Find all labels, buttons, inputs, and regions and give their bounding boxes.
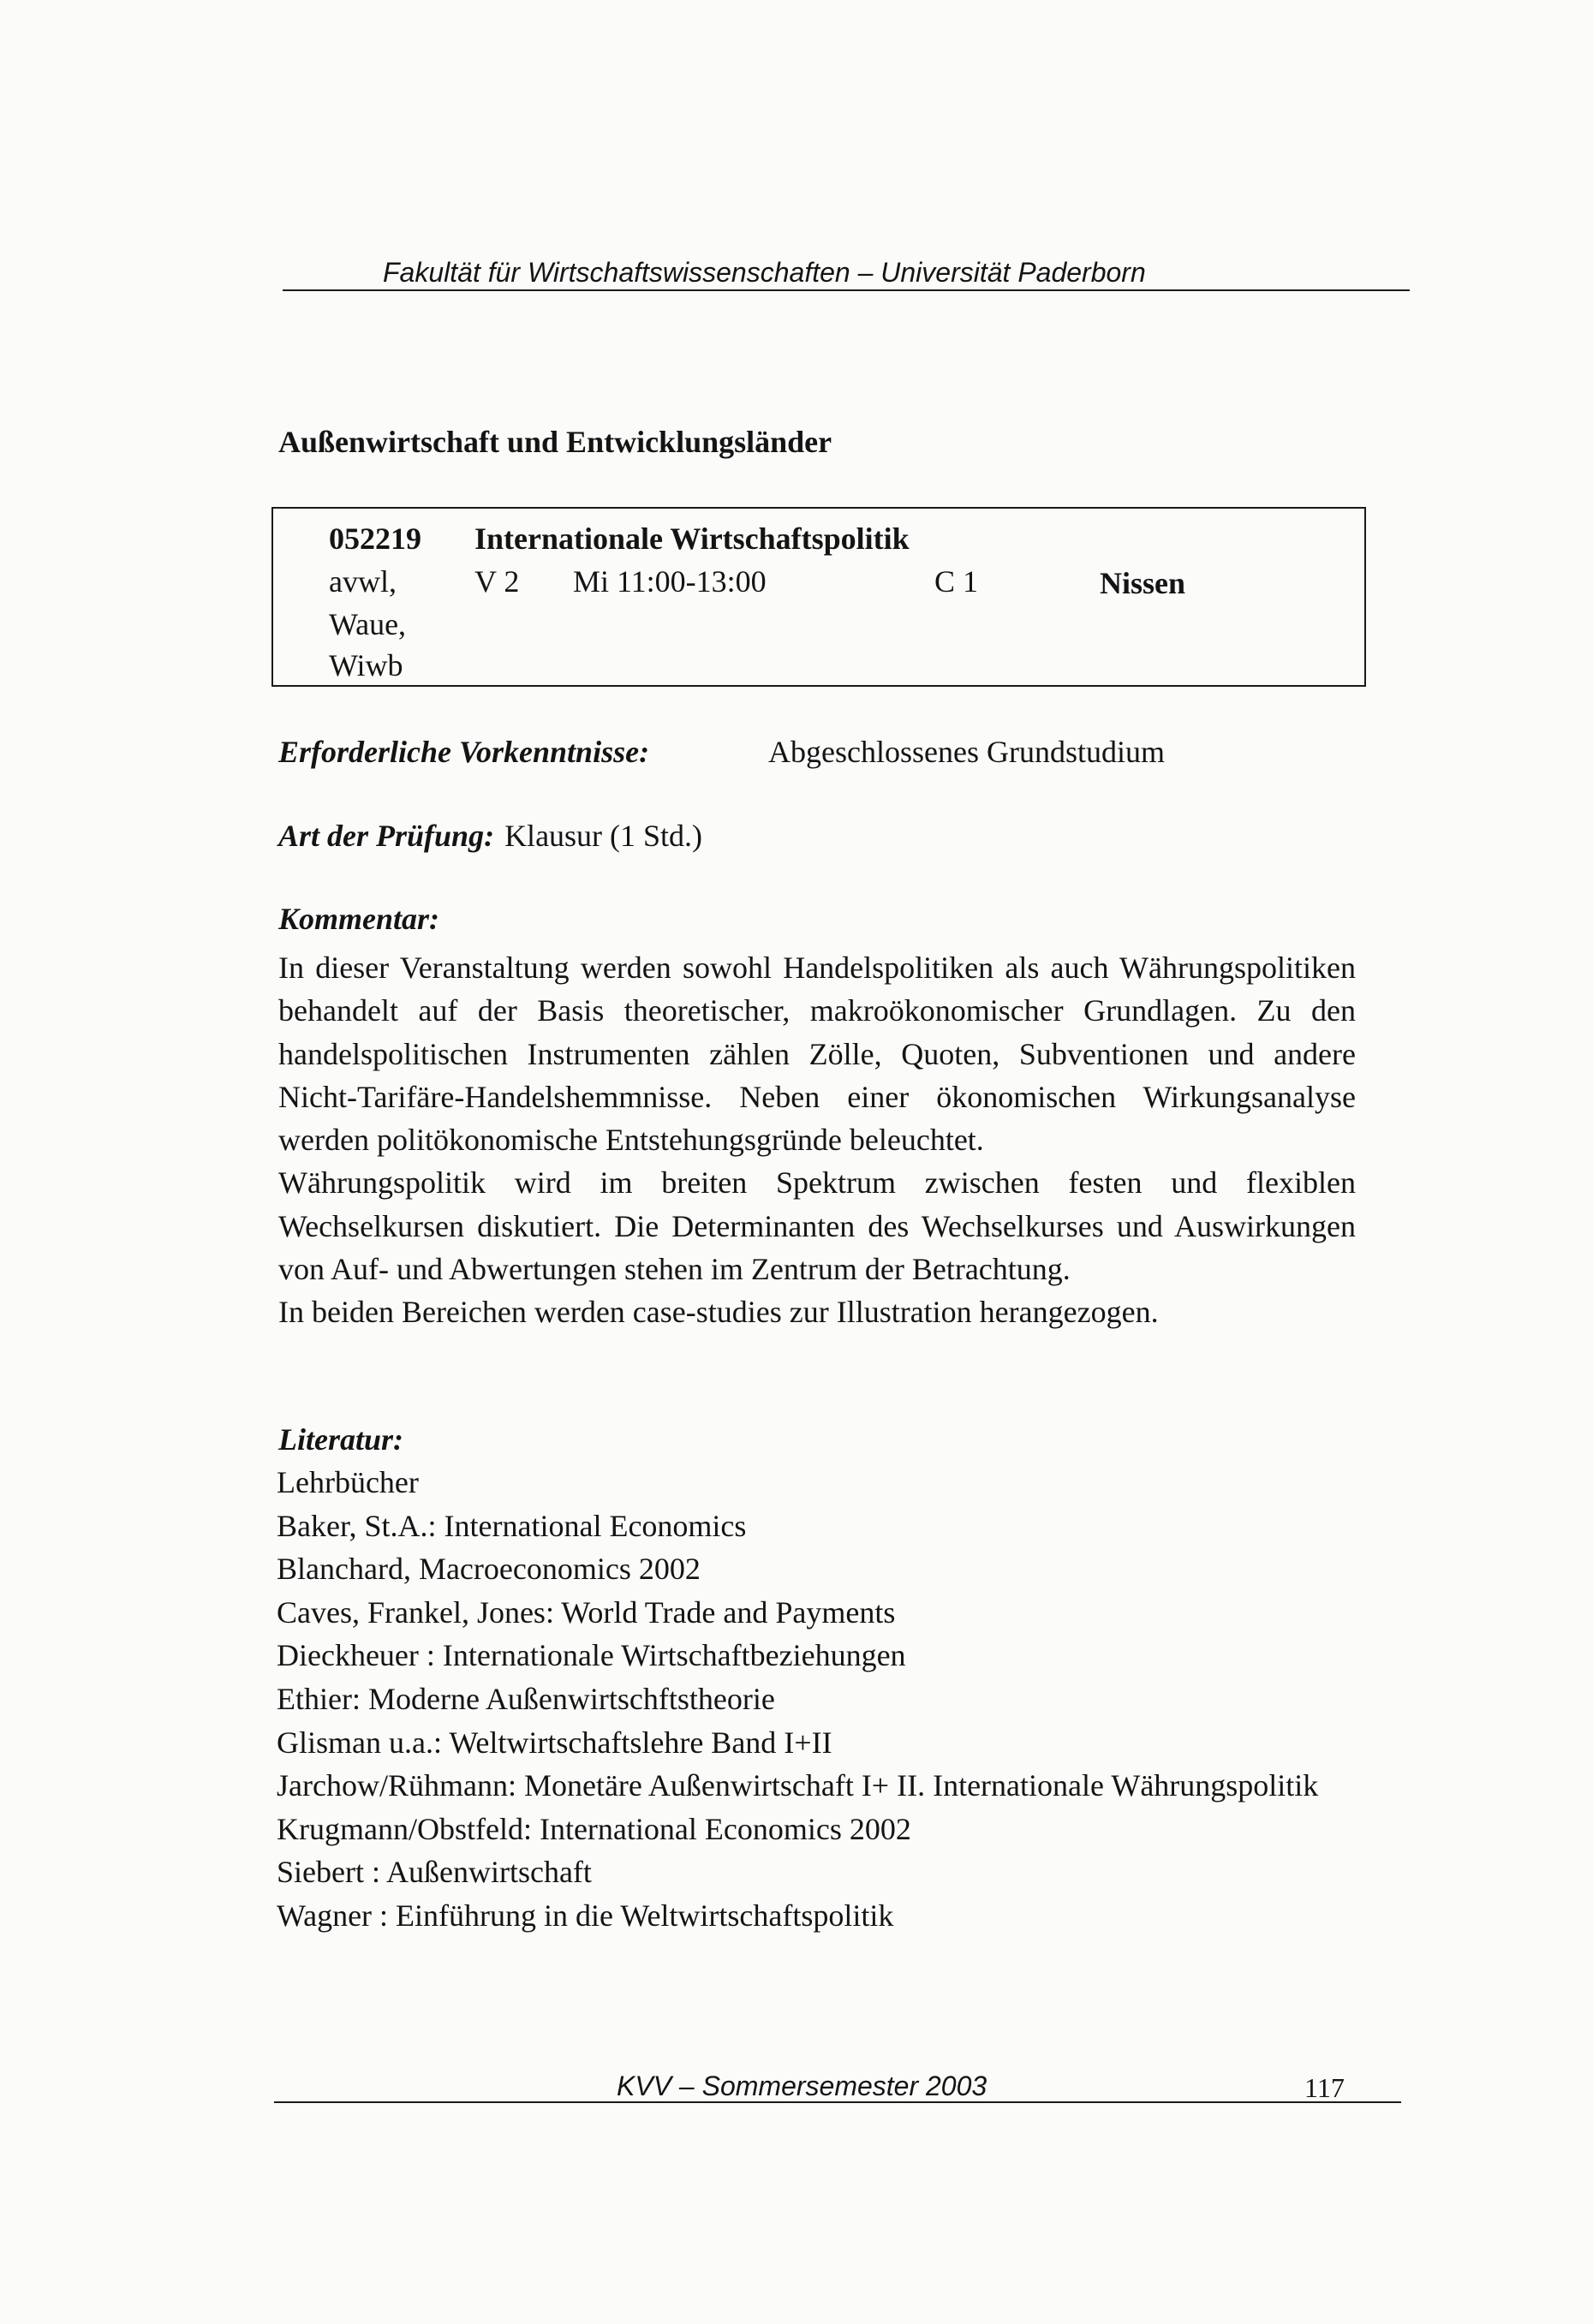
exam-value: Klausur (1 Std.) [504,819,703,853]
course-time: Mi 11:00-13:00 [573,564,767,599]
comment-paragraph: Währungspolitik wird im breiten Spektrum zwischen festen und flexiblen Wechselkursen diskutiert. Die Determinanten des Wechselkurses und Auswirkungen von Auf- und Abwertungen stehen im Zentrum der Betrachtung. [278,1165,1356,1287]
page-header: Fakultät für Wirtschaftswissenschaften – Universität Paderborn [383,257,1146,288]
page-footer: KVV – Sommersemester 2003 [617,2071,987,2101]
literature-item: Wagner : Einführung in die Weltwirtschaftspolitik [277,1898,894,1933]
literature-list [277,1461,1357,1938]
comment-body [278,946,1356,1334]
course-title: Internationale Wirtschaftspolitik [474,521,910,556]
exam-label: Art der Prüfung: [278,819,495,853]
literature-item: Blanchard, Macroeconomics 2002 [277,1552,701,1587]
course-number: 052219 [329,521,421,556]
prerequisites-label: Erforderliche Vorkenntnisse: [278,735,650,769]
literature-item: Siebert : Außenwirtschaft [277,1855,592,1890]
page-number: 117 [1304,2072,1345,2103]
course-type: V 2 [474,564,520,599]
comment-paragraph: In dieser Veranstaltung werden sowohl Handelspolitiken als auch Währungspolitiken behandelt auf der Basis theoretischer, makroökonomischer Grundlagen. Zu den handelspolitischen Instrumenten zählen Zölle, Quoten, Subventionen und andere Nicht-Tarifäre-Handelshemmnisse. Neben einer ökonomischen Wirkungsanalyse werden politökonomische Entstehungsgründe beleuchtet. [278,950,1356,1158]
comment-paragraph: In beiden Bereichen werden case-studies zur Illustration herangezogen. [278,1295,1159,1330]
literature-item: Lehrbücher [277,1465,419,1499]
literature-item: Caves, Frankel, Jones: World Trade and Payments [277,1594,896,1630]
course-program: Wiwb [329,648,403,682]
section-title: Außenwirtschaft und Entwicklungsländer [278,425,832,459]
literature-item: Jarchow/Rühmann: Monetäre Außenwirtschaft I+ II. Internationale Währungspolitik [277,1768,1319,1803]
literature-item: Krugmann/Obstfeld: International Economics 2002 [277,1811,911,1846]
course-box [271,507,1366,687]
exam-line [278,818,702,854]
course-room: C 1 [934,564,979,599]
literature-item: Ethier: Moderne Außenwirtschftstheorie [277,1681,775,1716]
comment-label: Kommentar: [278,902,440,936]
course-program: avwl, [329,564,397,599]
header-rule [283,289,1410,291]
footer-rule [274,2101,1401,2103]
course-lecturer: Nissen [1100,566,1186,600]
literature-item: Baker, St.A.: International Economics [277,1508,747,1543]
course-program: Waue, [329,607,407,641]
prerequisites-value: Abgeschlossenes Grundstudium [768,735,1165,769]
literature-item: Dieckheuer : Internationale Wirtschaftbeziehungen [277,1638,906,1673]
literature-item: Glisman u.a.: Weltwirtschaftslehre Band I+II [277,1725,832,1760]
literature-label: Literatur: [278,1422,404,1457]
